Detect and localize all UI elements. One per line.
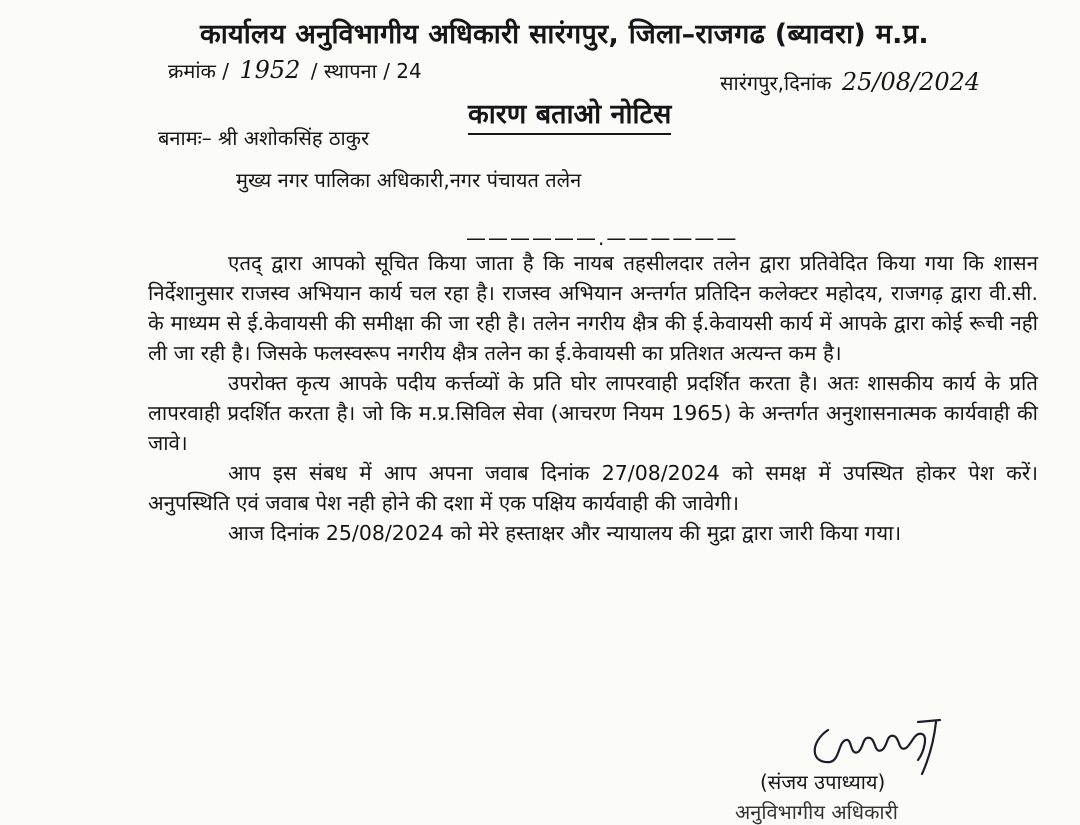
paragraph-1: एतद् द्वारा आपको सूचित किया जाता है कि नायब तहसीलदार तलेन द्वारा प्रतिवेदित किया गया कि शासन निर्देशानुसार राजस्व अभियान कार्य चल रहा है। राजस्व अभियान अन्तर्गत प्रतिदिन कलेक्टर महोदय, राजगढ़ द्वारा वी.सी. के माध्यम से ई.केवायसी की समीक्षा की जा रही है। तलेन नगरीय क्षैत्र की ई.केवायसी कार्य में आपके द्वारा कोई रूची नही ली जा रही है। जिसके फलस्वरूप नगरीय क्षैत्र तलेन का ई.केवायसी का प्रतिशत अत्यन्त कम है। (148, 251, 1038, 365)
ref-number: 1952 (239, 56, 301, 84)
issue-date: 25/08/2024 (841, 68, 981, 96)
ref-suffix: / स्थापना / 24 (310, 59, 422, 83)
addressee-name: बनामः– श्री अशोकसिंह ठाकुर (158, 126, 370, 150)
paragraph-3: आप इस संबध में आप अपना जवाब दिनांक 27/08/2024 को समक्ष में उपस्थित होकर पेश करें। अनुपस्थिति एवं जवाब पेश नही होने की दशा में एक पक्षिय कार्यवाही की जावेगी। (148, 461, 1038, 515)
signatory-name: (संजय उपाध्याय) (760, 770, 886, 794)
notice-body (148, 248, 1038, 548)
office-title: कार्यालय अनुविभागीय अधिकारी सारंगपुर, जिला–राजगढ (ब्यावरा) म.प्र. (200, 19, 929, 50)
separator-line: ——————.—————— (466, 226, 739, 250)
paragraph-4: आज दिनांक 25/08/2024 को मेरे हस्ताक्षर और न्यायालय की मुद्रा द्वारा जारी किया गया। (228, 521, 902, 545)
reference-number-line (168, 56, 422, 84)
signatory-designation: अनुविभागीय अधिकारी (735, 800, 898, 824)
addressee-designation: मुख्य नगर पालिका अधिकारी,नगर पंचायत तलेन (236, 168, 582, 192)
place-date-label: सारंगपुर,दिनांक (720, 71, 832, 95)
notice-title: कारण बताओ नोटिस (468, 94, 671, 135)
ref-prefix: क्रमांक / (168, 59, 229, 83)
place-date-line (720, 68, 984, 96)
paragraph-2: उपरोक्त कृत्य आपके पदीय कर्त्तव्यों के प्रति घोर लापरवाही प्रदर्शित करता है। अतः शासकीय कार्य के प्रति लापरवाही प्रदर्शित करता है। जो कि म.प्र.सिविल सेवा (आचरण नियम 1965) के अन्तर्गत अनुशासनात्मक कार्यवाही की जावे। (148, 371, 1038, 455)
